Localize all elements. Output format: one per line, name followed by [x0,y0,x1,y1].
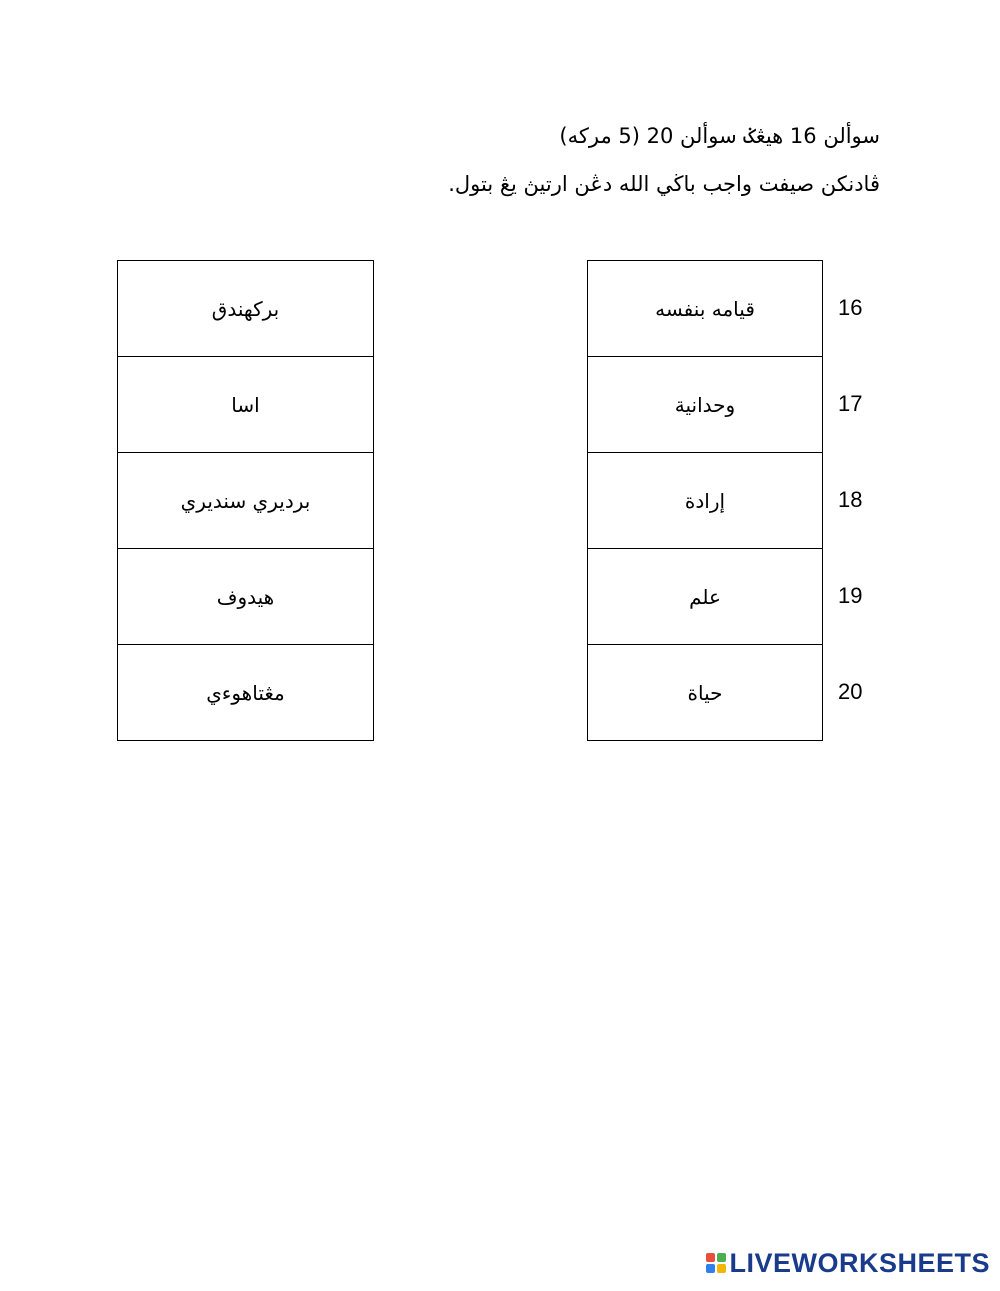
table-row [588,453,823,549]
term-cell[interactable]: قيامه بنفسه [588,261,823,357]
instruction-title: سوألن 16 هيڠݢ سوألن 20 (5 مركه) [559,124,880,148]
logo-text: LIVEWORKSHEETS [729,1247,990,1278]
table-row [588,645,823,741]
instructions [320,112,880,208]
question-number: 17 [838,391,863,416]
instruction-text: ڤادنكن صيفت واجب باڬي الله دڠن ارتيڽ يڠ بتول. [448,172,880,196]
answer-cell[interactable]: اسا [118,357,374,453]
table-row [118,549,374,645]
question-number: 19 [838,583,863,608]
table-row [118,645,374,741]
term-cell[interactable]: حياة [588,645,823,741]
term-cell[interactable]: وحدانية [588,357,823,453]
answer-cell[interactable]: هيدوف [118,549,374,645]
question-number: 16 [838,295,863,320]
table-row [118,357,374,453]
logo-block [706,1264,715,1273]
answer-cell[interactable]: بركهندق [118,261,374,357]
logo-blocks-icon [706,1253,726,1273]
term-cell[interactable]: إرادة [588,453,823,549]
liveworksheets-logo [706,1245,990,1281]
logo-block [717,1253,726,1262]
table-row [118,261,374,357]
table-row [118,453,374,549]
table-row [588,357,823,453]
questions-table [587,260,823,741]
answers-table [117,260,374,741]
logo-block [706,1253,715,1262]
answer-cell[interactable]: مڠتاهوءي [118,645,374,741]
table-row [588,549,823,645]
term-cell[interactable]: علم [588,549,823,645]
question-number: 18 [838,487,863,512]
answer-cell[interactable]: برديري سنديري [118,453,374,549]
table-row [588,261,823,357]
question-number: 20 [838,679,863,704]
logo-block [717,1264,726,1273]
question-numbers [838,260,878,740]
